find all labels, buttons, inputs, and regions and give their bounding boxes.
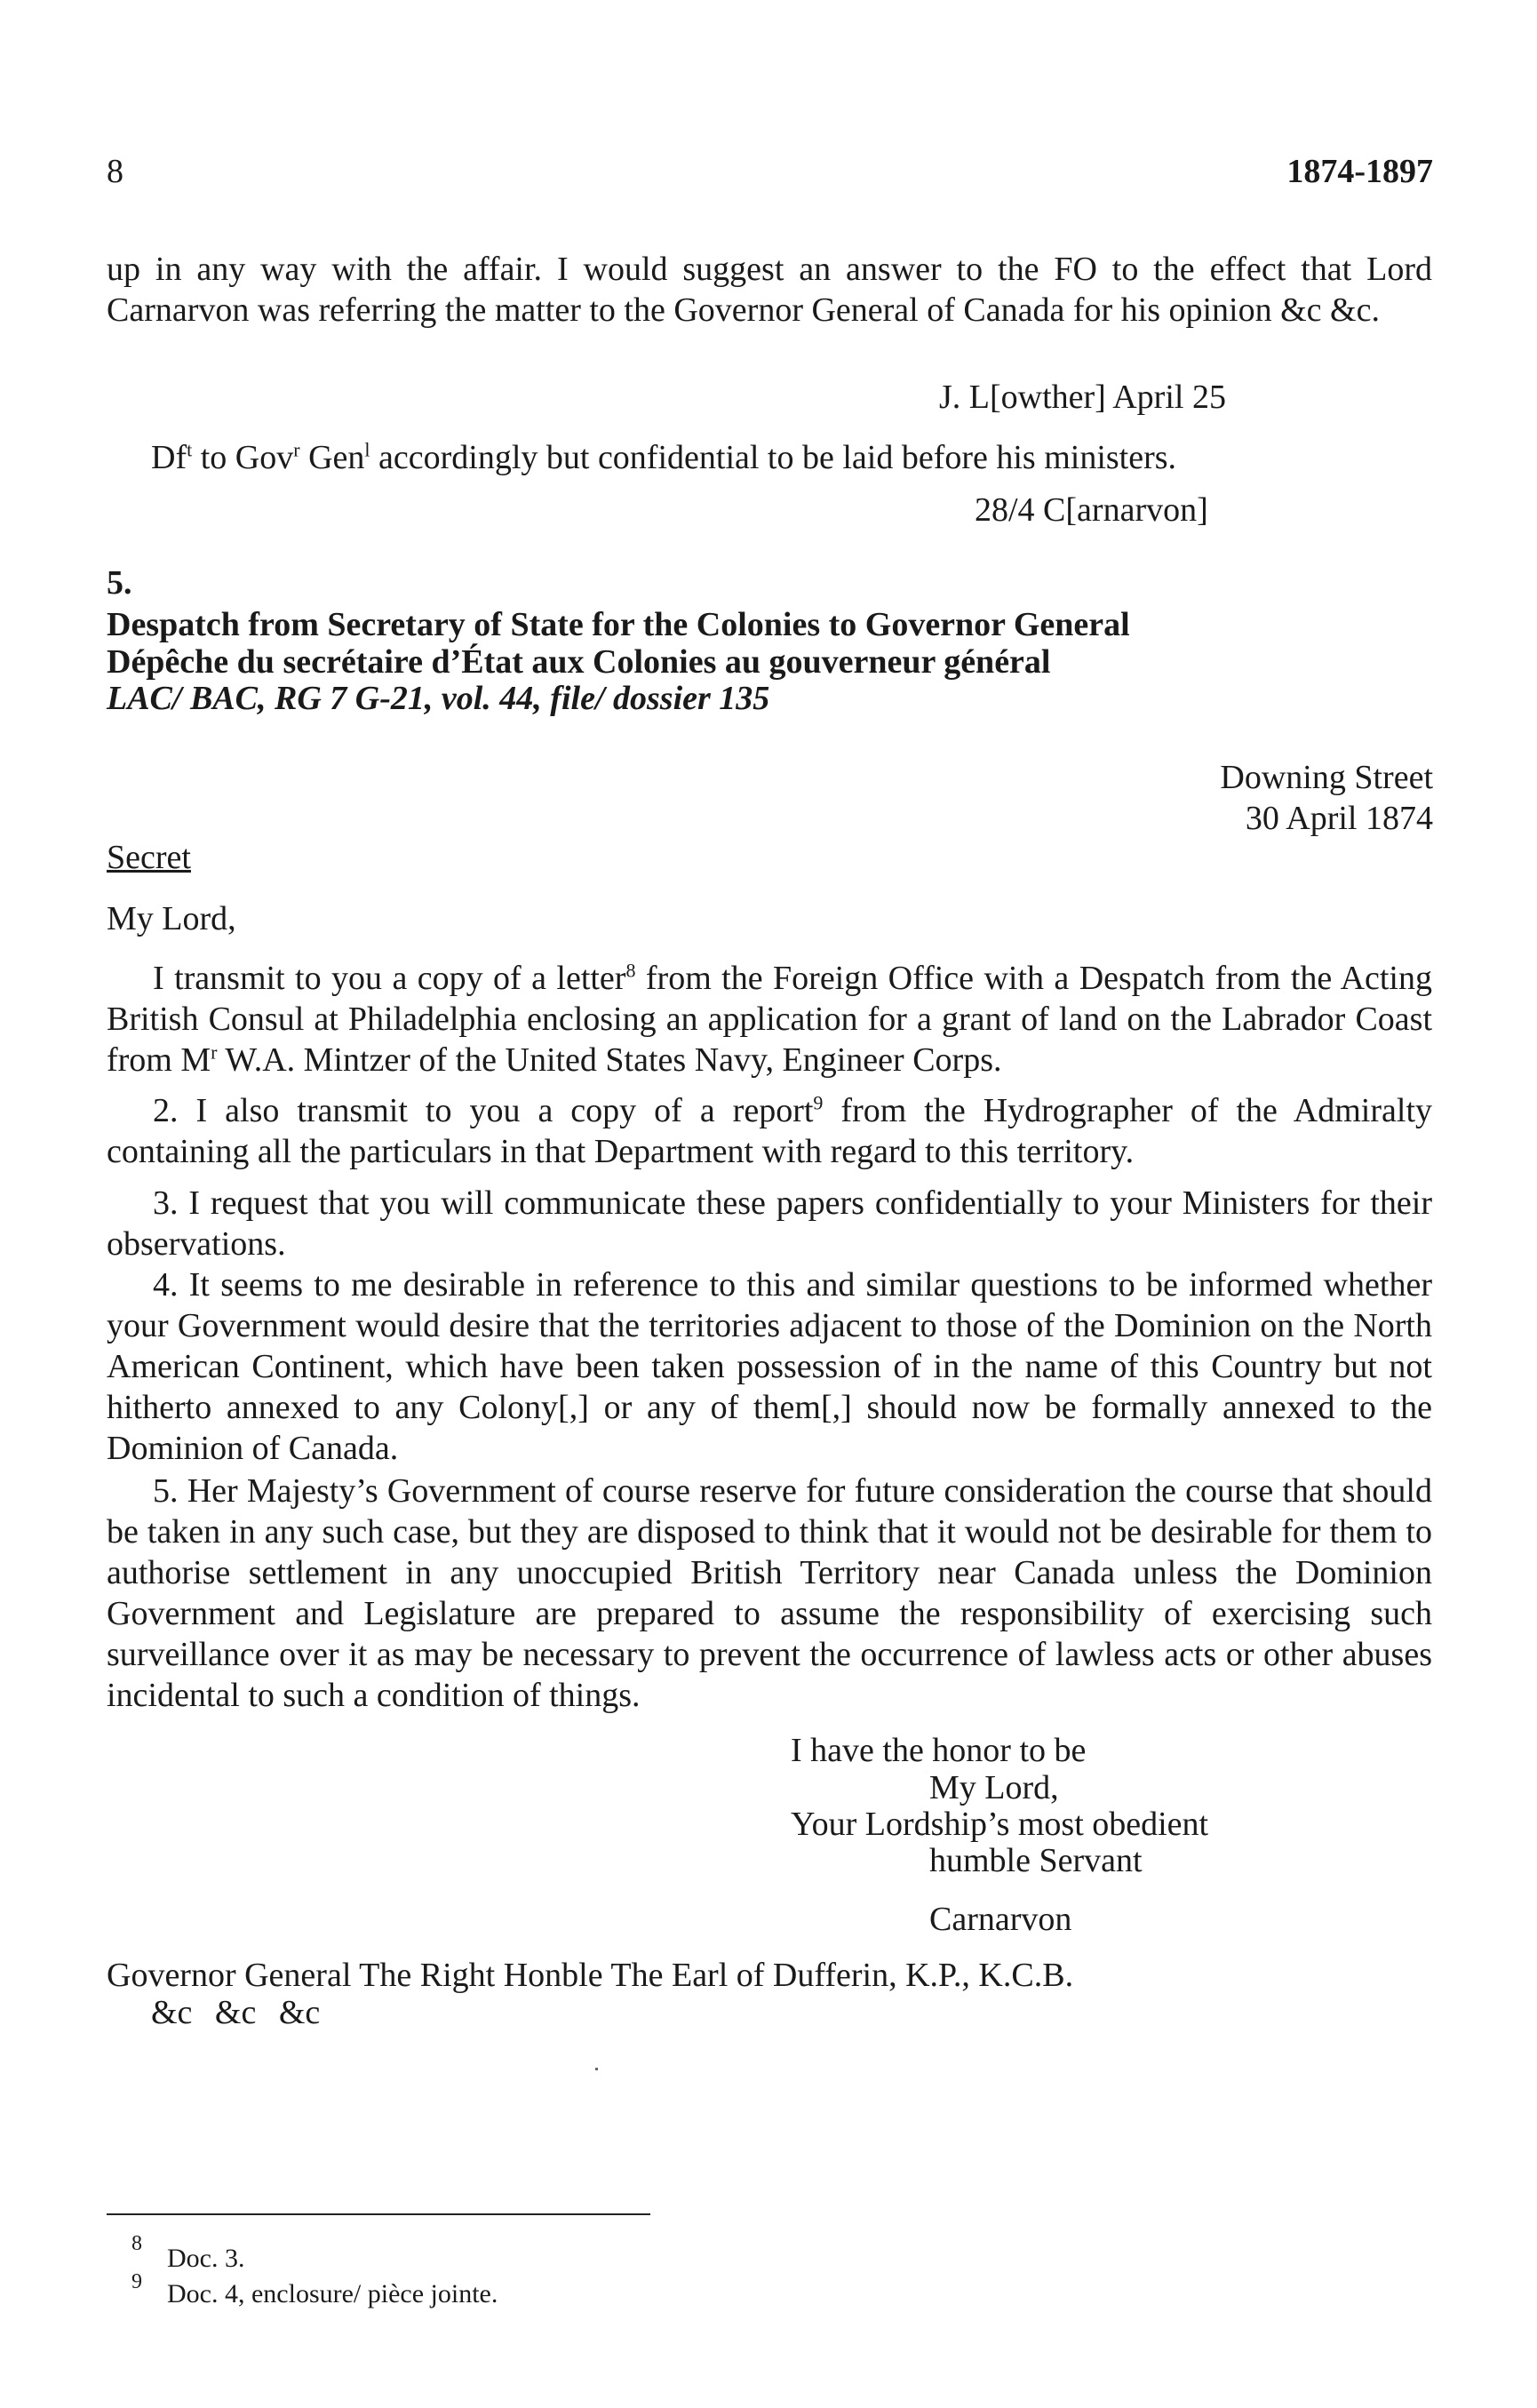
running-header-years: 1874-1897: [1286, 153, 1433, 190]
lowther-signature: J. L[owther] April 25: [939, 379, 1226, 416]
carnarvon-minute: Df$^t$ to Gov$^r$ Gen$^l$ accordingly but confidential to be laid before his ministers.: [151, 438, 1177, 476]
paragraph-4: 4. It seems to me desirable in reference to this and similar questions to be informed whether your Government would desire that the territories adjacent to those of the Dominion on the North American Continent, which have been taken possession of in the name of this Country but not hitherto annexed to any Colony[,] or any of them[,] should now be formally annexed to the Dominion of Canada.: [107, 1266, 1432, 1467]
date: 30 April 1874: [1245, 800, 1433, 837]
paragraph-5: 5. Her Majesty’s Government of course reserve for future consideration the course that should be taken in any such case, but they are disposed to think that it would not be desirable for them to authorise settlement in any unoccupied British Territory near Canada unless the Dominion Government and Legislature are prepared to assume the responsibility of exercising such surveillance over it as may be necessary to prevent the occurrence of lawless acts or other abuses incidental to such a condition of things.: [107, 1472, 1432, 1714]
signature: Carnarvon: [929, 1901, 1072, 1938]
paragraph-1: I transmit to you a copy of a letter$^8$ from the Foreign Office with a Despatch from the Acting British Consul at Philadelphia enclosing an application for a grant of land on the Labrador Coast from $M^r$ W.A. Mintzer of the United States Navy, Engineer Corps.: [107, 959, 1432, 1079]
footnote-ref-8: 8: [625, 959, 636, 982]
document-number: 5.: [107, 564, 132, 602]
footnote-rule: [107, 2213, 650, 2215]
classification: Secret: [107, 839, 191, 876]
closing-line-2: My Lord,: [929, 1769, 1059, 1806]
footnote-9-text: Doc. 4, enclosure/ pièce jointe.: [167, 2279, 498, 2308]
place: Downing Street: [1220, 759, 1433, 796]
paragraph-3: 3. I request that you will communicate these papers confidentially to your Ministers for their observations.: [107, 1184, 1432, 1263]
stray-dot: [595, 2068, 598, 2070]
addressee: Governor General The Right Honble The Earl of Dufferin, K.P., K.C.B.: [107, 1957, 1074, 1994]
addressee-etc: &c &c &c: [151, 1994, 321, 2031]
document-title-en: Despatch from Secretary of State for the Colonies to Governor General: [107, 606, 1130, 643]
document-title-fr: Dépêche du secrétaire d’État aux Colonies au gouverneur général: [107, 643, 1051, 681]
carnarvon-minute-signature: 28/4 C[arnarvon]: [975, 491, 1208, 529]
page-number: 8: [107, 153, 123, 190]
closing-line-3: Your Lordship’s most obedient: [791, 1806, 1209, 1843]
closing-line-1: I have the honor to be: [791, 1732, 1087, 1769]
footnote-8-text: Doc. 3.: [167, 2244, 245, 2273]
archival-reference: LAC/ BAC, RG 7 G-21, vol. 44, file/ dossier 135: [107, 680, 770, 717]
footnote-9-number: 9: [131, 2270, 142, 2293]
footnote-8-number: 8: [131, 2232, 142, 2255]
closing-line-4: humble Servant: [929, 1842, 1143, 1879]
continued-paragraph: up in any way with the affair. I would suggest an answer to the FO to the effect that Lord Carnarvon was referring the matter to the Governor General of Canada for his opinion &c &c.: [107, 251, 1432, 329]
paragraph-2: 2. I also transmit to you a copy of a report$^9$ from the Hydrographer of the Admiralty containing all the particulars in that Department with regard to this territory.: [107, 1091, 1433, 1170]
salutation: My Lord,: [107, 900, 236, 937]
footnote-ref-9: 9: [813, 1091, 824, 1114]
